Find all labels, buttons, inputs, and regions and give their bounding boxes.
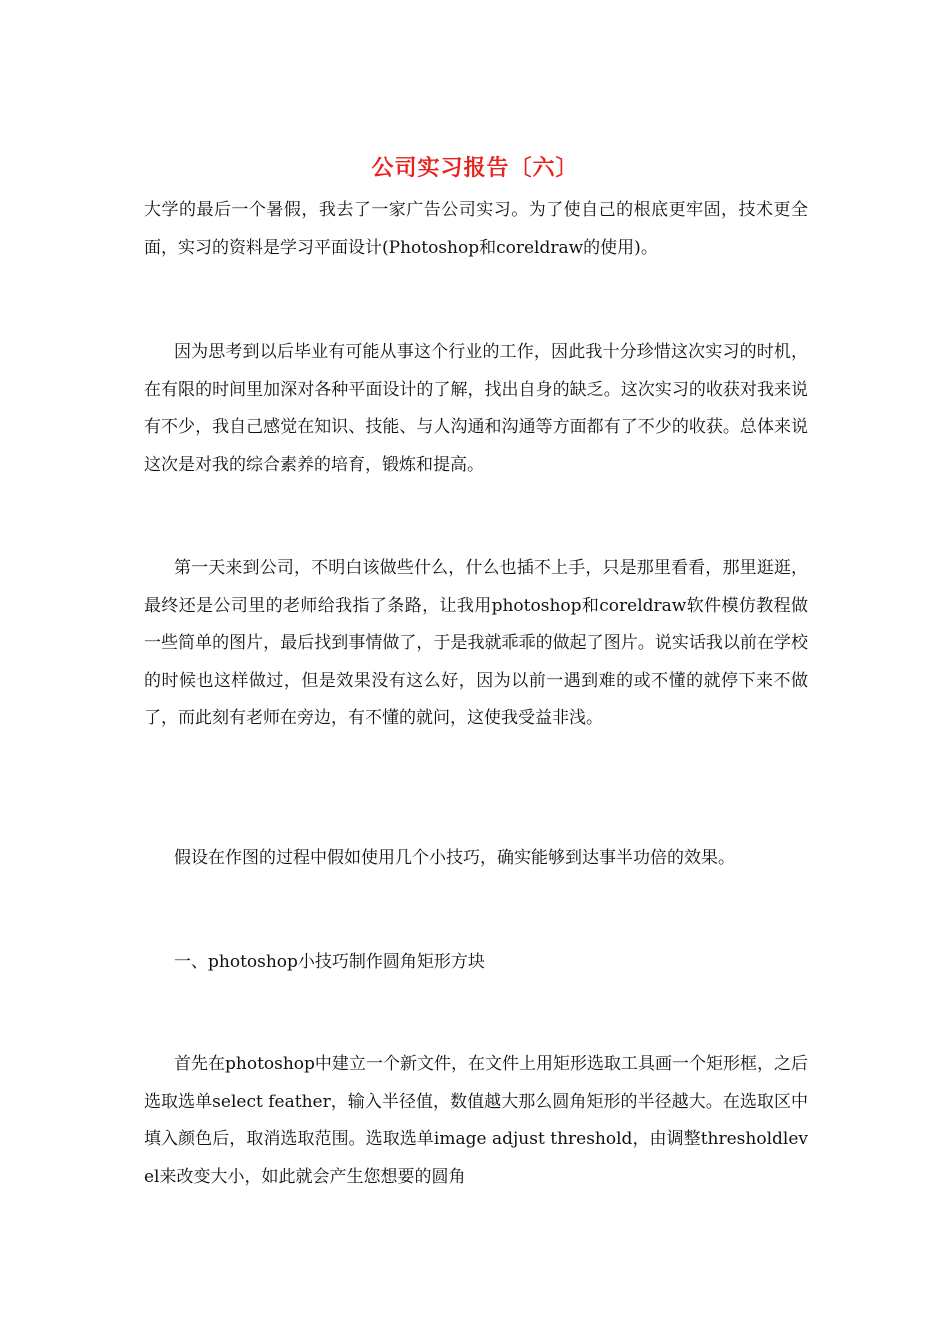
section-heading-rounded-rect: 一、photoshop小技巧制作圆角矩形方块	[174, 952, 485, 972]
paragraph-first-day: 第一天来到公司，不明白该做些什么，什么也插不上手，只是那里看看，那里逛逛，最终还是公司里的老师给我指了条路，让我用photoshop和coreldraw软件模仿教程做一些简单的图片，最后找到事情做了，于是我就乖乖的做起了图片。说实话我以前在学校的时候也这样做过，但是效果没有这么好，因为以前一遇到难的或不懂的就停下来不做了，而此刻有老师在旁边，有不懂的就问，这使我受益非浅。	[144, 558, 808, 728]
paragraph-motivation: 因为思考到以后毕业有可能从事这个行业的工作，因此我十分珍惜这次实习的时机，在有限的时间里加深对各种平面设计的了解，找出自身的缺乏。这次实习的收获对我来说有不少，我自己感觉在知识、技能、与人沟通和沟通等方面都有了不少的收获。总体来说这次是对我的综合素养的培育，锻炼和提高。	[144, 342, 808, 475]
page-title: 公司实习报告〔六〕	[371, 155, 579, 181]
paragraph-rounded-rect-steps: 首先在photoshop中建立一个新文件，在文件上用矩形选取工具画一个矩形框，之后选取选单select feather，输入半径值，数值越大那么圆角矩形的半径越大。在选取区中填入颜色后，取消选取范围。选取选单image adjust threshold，由调整thresholdlevel来改变大小，如此就会产生您想要的圆角	[144, 1054, 808, 1187]
paragraph-intro: 大学的最后一个暑假，我去了一家广告公司实习。为了使自己的根底更牢固，技术更全面，实习的资料是学习平面设计(Photoshop和coreldraw的使用)。	[144, 200, 808, 258]
paragraph-tips-intro: 假设在作图的过程中假如使用几个小技巧，确实能够到达事半功倍的效果。	[174, 848, 735, 868]
